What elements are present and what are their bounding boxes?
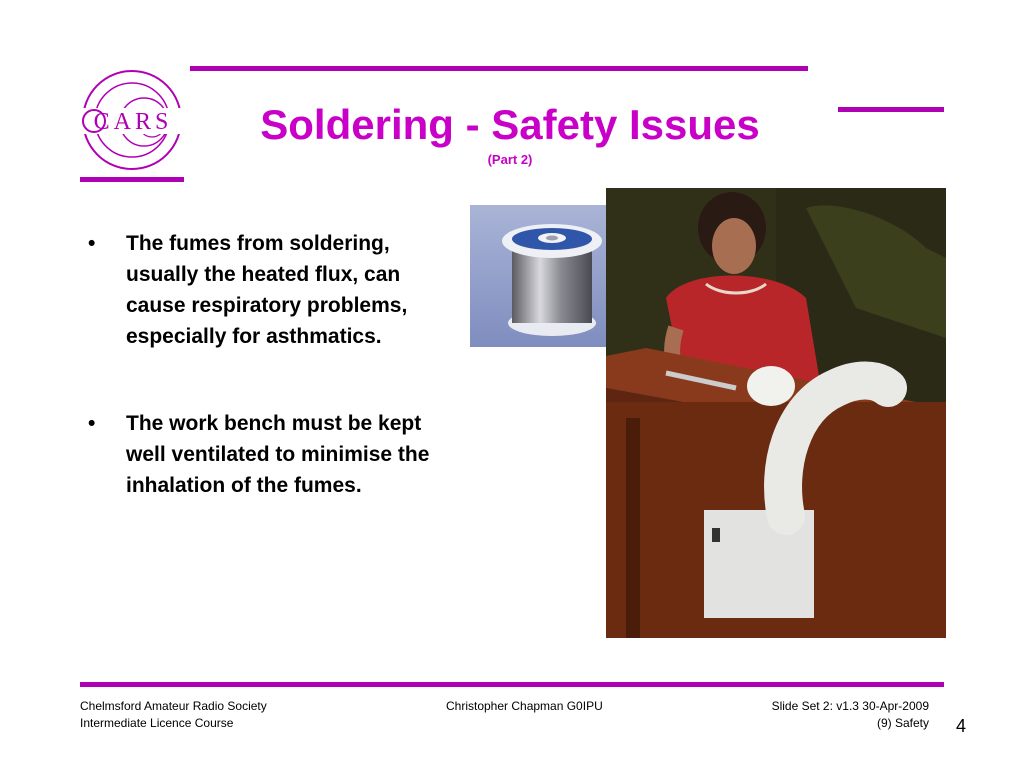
bullet-text: The work bench must be kept well ventilated to minimise the inhalation of the fumes. — [126, 412, 430, 497]
bullet-text: The fumes from soldering, usually the heated flux, can cause respiratory problems, especially for asthmatics. — [126, 232, 408, 348]
page-number: 4 — [955, 716, 966, 736]
slide-title: Soldering - Safety Issues — [260, 101, 760, 148]
top-rule — [190, 66, 808, 71]
footer-left — [80, 698, 267, 732]
footer-section: (9) Safety — [876, 716, 929, 730]
bullet-dot: • — [88, 232, 96, 255]
right-rule — [838, 107, 944, 112]
logo-underline — [80, 177, 184, 182]
footer-course: Intermediate Licence Course — [80, 716, 234, 730]
bullet-list — [80, 228, 460, 501]
bullet-item — [80, 228, 460, 352]
fume-extractor-photo — [606, 188, 946, 638]
footer-author: Christopher Chapman G0IPU — [446, 699, 603, 713]
logo-text: CARS — [93, 109, 173, 135]
footer-right — [772, 698, 929, 732]
footer-slide-set: Slide Set 2: v1.3 30-Apr-2009 — [771, 699, 929, 713]
footer-rule — [80, 682, 944, 687]
footer-society: Chelmsford Amateur Radio Society — [80, 699, 267, 713]
bullet-item — [80, 408, 460, 501]
cars-logo — [78, 66, 186, 174]
slide-subtitle: (Part 2) — [487, 152, 533, 167]
bullet-dot: • — [88, 412, 96, 435]
